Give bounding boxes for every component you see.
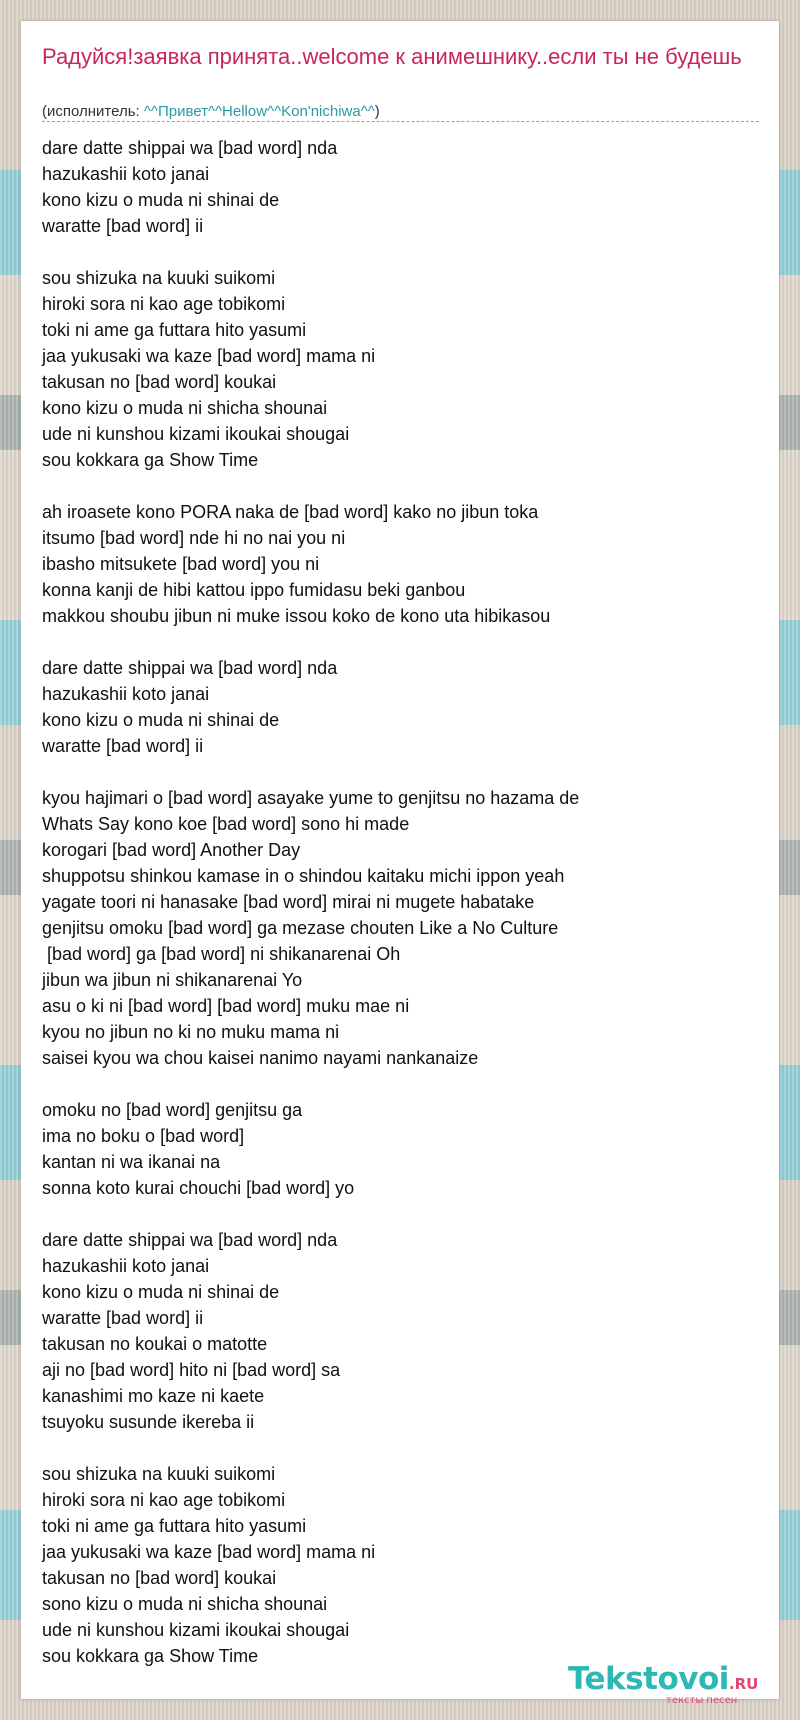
lyric-line: sou kokkara ga Show Time [42,1646,259,1666]
lyric-line: sou shizuka na kuuki suikomi [42,268,276,288]
lyric-line: kono kizu o muda ni shicha shounai [42,398,328,418]
logo-domain: .RU [728,1675,759,1693]
lyric-line: toki ni ame ga futtara hito yasumi [42,320,307,340]
lyric-line: kono kizu o muda ni shinai de [42,190,280,210]
lyric-line: hazukashii koto janai [42,1256,210,1276]
lyric-line: hazukashii koto janai [42,684,210,704]
lyric-line [42,759,762,785]
lyric-line: jaa yukusaki wa kaze [bad word] mama ni [42,346,376,366]
lyric-line: saisei kyou wa chou kaisei nanimo nayami nankanaize [42,1048,479,1068]
lyric-line [42,1201,762,1227]
lyric-line: ima no boku o [bad word] [42,1126,245,1146]
lyric-line: asu o ki ni [bad word] [bad word] muku mae ni [42,996,410,1016]
lyric-line: jibun wa jibun ni shikanarenai Yo [42,970,303,990]
lyric-line: waratte [bad word] ii [42,1308,204,1328]
lyric-line: waratte [bad word] ii [42,216,204,236]
lyric-line: genjitsu omoku [bad word] ga mezase chouten Like a No Culture [42,918,559,938]
performer-prefix: (исполнитель: [42,103,144,120]
lyric-line: takusan no [bad word] koukai [42,372,277,392]
lyric-line: ibasho mitsukete [bad word] you ni [42,554,320,574]
song-title: Радуйся!заявка принята..welcome к анимешнику..если ты не будешь [42,44,742,69]
lyric-line: toki ni ame ga futtara hito yasumi [42,1516,307,1536]
lyrics-card [21,21,779,1706]
lyric-line: kyou no jibun no ki no muku mama ni [42,1022,340,1042]
title-divider [42,121,759,122]
lyric-line: sono kizu o muda ni shicha shounai [42,1594,328,1614]
lyric-line: omoku no [bad word] genjitsu ga [42,1100,303,1120]
lyric-line: yagate toori ni hanasake [bad word] mirai ni mugete habatake [42,892,535,912]
lyric-line: makkou shoubu jibun ni muke issou koko de kono uta hibikasou [42,606,551,626]
lyric-line: ude ni kunshou kizami ikoukai shougai [42,1620,350,1640]
logo-tagline: тексты песен [666,1695,738,1706]
lyric-line: itsumo [bad word] nde hi no nai you ni [42,528,346,548]
lyric-line [42,239,762,265]
lyric-line: kono kizu o muda ni shinai de [42,710,280,730]
lyric-line: jaa yukusaki wa kaze [bad word] mama ni [42,1542,376,1562]
lyric-line: takusan no koukai o matotte [42,1334,268,1354]
lyric-line: dare datte shippai wa [bad word] nda [42,1230,338,1250]
lyric-line: waratte [bad word] ii [42,736,204,756]
lyric-line: ude ni kunshou kizami ikoukai shougai [42,424,350,444]
lyric-line: shuppotsu shinkou kamase in o shindou kaitaku michi ippon yeah [42,866,565,886]
lyric-line: kanashimi mo kaze ni kaete [42,1386,265,1406]
lyric-line: konna kanji de hibi kattou ippo fumidasu beki ganbou [42,580,466,600]
lyric-line: sonna koto kurai chouchi [bad word] yo [42,1178,355,1198]
lyric-line: kono kizu o muda ni shinai de [42,1282,280,1302]
performer-line [42,102,380,122]
lyric-line [42,629,762,655]
lyric-line: tsuyoku susunde ikereba ii [42,1412,255,1432]
performer-suffix: ) [374,103,380,120]
lyrics-text [42,135,762,1669]
lyric-line: aji no [bad word] hito ni [bad word] sa [42,1360,341,1380]
lyric-line [42,1435,762,1461]
lyric-line [42,1071,762,1097]
lyric-line: hiroki sora ni kao age tobikomi [42,1490,286,1510]
lyric-line: sou shizuka na kuuki suikomi [42,1464,276,1484]
lyric-line: dare datte shippai wa [bad word] nda [42,658,338,678]
lyric-line: [bad word] ga [bad word] ni shikanarenai Oh [42,944,401,964]
lyric-line: kyou hajimari o [bad word] asayake yume to genjitsu no hazama de [42,788,580,808]
lyric-line: takusan no [bad word] koukai [42,1568,277,1588]
lyric-line: hazukashii koto janai [42,164,210,184]
lyric-line [42,473,762,499]
lyric-line: dare datte shippai wa [bad word] nda [42,138,338,158]
performer-link[interactable]: ^^Привет^^Hellow^^Kon'nichiwa^^ [143,103,375,120]
site-logo[interactable] [568,1661,759,1706]
lyric-line: hiroki sora ni kao age tobikomi [42,294,286,314]
lyric-line: kantan ni wa ikanai na [42,1152,221,1172]
lyric-line: sou kokkara ga Show Time [42,450,259,470]
lyric-line: korogari [bad word] Another Day [42,840,301,860]
lyric-line: Whats Say kono koe [bad word] sono hi made [42,814,410,834]
lyric-line: ah iroasete kono PORA naka de [bad word] kako no jibun toka [42,502,539,522]
logo-wordmark: Tekstovoi [568,1661,729,1697]
